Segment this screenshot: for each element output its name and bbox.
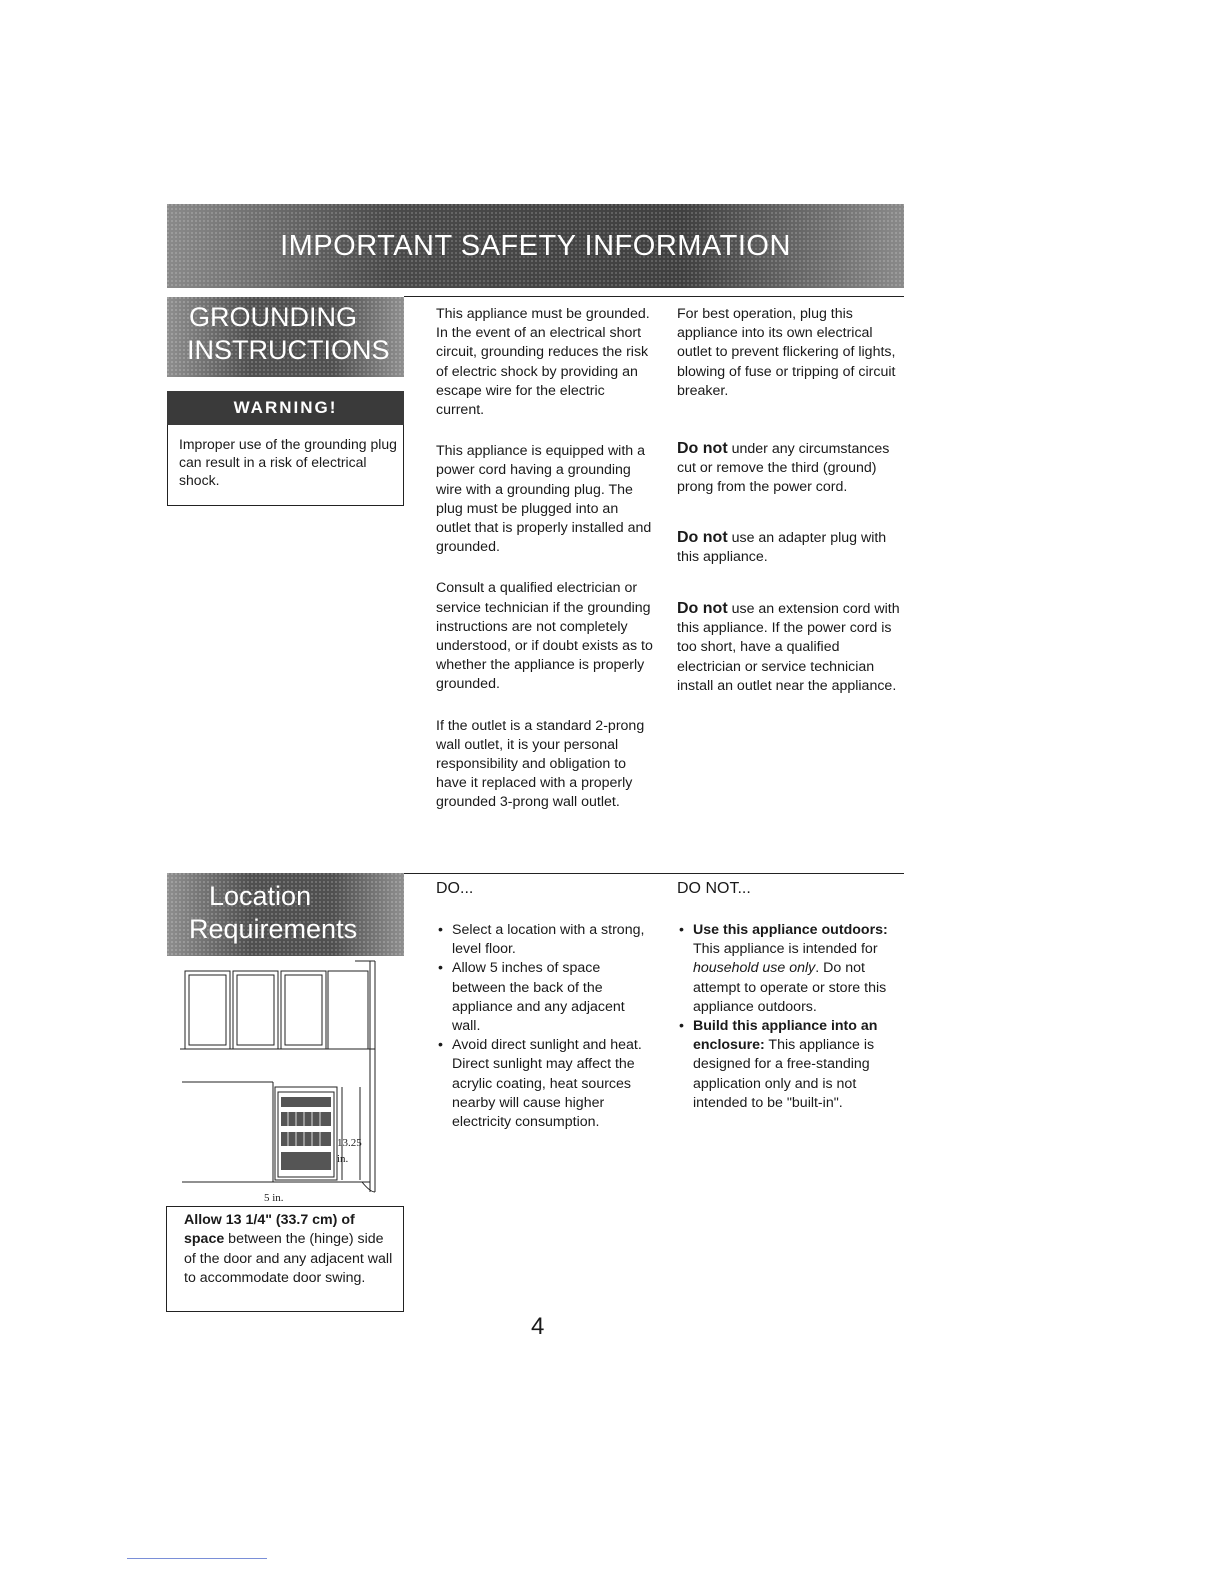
do-not-text: under any circumstances cut or remove the third (ground) prong from the power cord. [677, 441, 890, 496]
warning-text: Improper use of the grounding plug can result in a risk of electrical shock. [167, 425, 404, 506]
do-not-text: use an extension cord with this appliance. If the power cord is too short, have a qualified electrician or service technician install an outlet near the appliance. [677, 601, 900, 694]
grounding-paragraph: This appliance must be grounded. In the event of an electrical short circuit, grounding reduces the risk of electric shock by providing an escape wire for the electric current. [436, 306, 650, 419]
grounding-column-2 [677, 305, 903, 696]
do-not-item-italic: household use only [693, 960, 816, 977]
dimension-height-label: 13.25 in. [337, 1137, 362, 1165]
caption-bold: Allow 13 1/4" (33.7 cm) of space [184, 1212, 355, 1248]
location-heading-line2: Requirements [189, 914, 358, 944]
do-not-list-item [677, 1017, 901, 1113]
caption-text: between the (hinge) side of the door and any adjacent wall to accommodate door swing. [184, 1231, 393, 1287]
page-number: 4 [531, 1313, 545, 1340]
divider-middle [404, 873, 904, 874]
grounding-heading-line1: GROUNDING [189, 302, 357, 332]
door-swing-caption [166, 1206, 404, 1312]
grounding-paragraph [677, 599, 903, 696]
grounding-column-1 [436, 305, 656, 813]
do-not-label: Do not [677, 440, 728, 458]
do-not-item-text: This appliance is designed for a free-standing application only and is not intended to be "built-in". [693, 1037, 875, 1111]
do-list-item: • Select a location with a strong, level floor. [436, 921, 651, 959]
grounding-paragraph: Consult a qualified electrician or service technician if the grounding instructions are not completely understood, or if doubt exists as to whether the appliance is properly grounded. [436, 580, 653, 693]
grounding-paragraph: If the outlet is a standard 2-prong wall outlet, it is your personal responsibility and obligation to have it replaced with a properly grounded 3-prong wall outlet. [436, 717, 645, 811]
location-heading-line1: Location [209, 881, 312, 911]
do-list-item: • Avoid direct sunlight and heat. Direct sunlight may affect the acrylic coating, heat sources nearby will cause higher electricity consumption. [436, 1036, 651, 1132]
grounding-heading-line2: INSTRUCTIONS [187, 335, 390, 365]
grounding-section-heading [167, 297, 404, 377]
do-not-item-text: . Do not attempt to operate or store this appliance outdoors. [693, 960, 887, 1015]
do-not-item-text: This appliance is intended for [693, 941, 878, 958]
divider-top [404, 296, 904, 297]
dimension-width-label: 5 in. [264, 1192, 284, 1204]
do-not-item-bold: Use this appliance outdoors: [693, 922, 888, 938]
location-section-heading [167, 873, 404, 956]
grounding-paragraph: For best operation, plug this appliance into its own electrical outlet to prevent flickering of lights, blowing of fuse or tripping of circuit breaker. [677, 306, 896, 399]
warning-label: WARNING! [167, 391, 404, 425]
page-banner-title: IMPORTANT SAFETY INFORMATION [167, 204, 904, 288]
do-not-list-item [677, 921, 901, 1017]
do-not-label: Do not [677, 528, 728, 546]
do-not-label: Do not [677, 600, 728, 618]
footer-link-underline [127, 1558, 267, 1559]
do-not-item-bold: Build this appliance into an enclosure: [693, 1018, 878, 1054]
do-not-list-column [677, 921, 901, 1113]
grounding-paragraph: This appliance is equipped with a power cord having a grounding wire with a grounding plug. The plug must be plugged into an outlet that is properly installed and grounded. [436, 443, 652, 556]
do-list-item: • Allow 5 inches of space between the back of the appliance and any adjacent wall. [436, 959, 651, 1036]
do-heading: DO... [436, 880, 474, 897]
do-list-column [436, 921, 651, 1132]
grounding-paragraph [677, 528, 903, 567]
grounding-paragraph [677, 439, 903, 498]
do-not-text: use an adapter plug with this appliance. [677, 529, 887, 565]
do-not-heading: DO NOT... [677, 880, 751, 897]
